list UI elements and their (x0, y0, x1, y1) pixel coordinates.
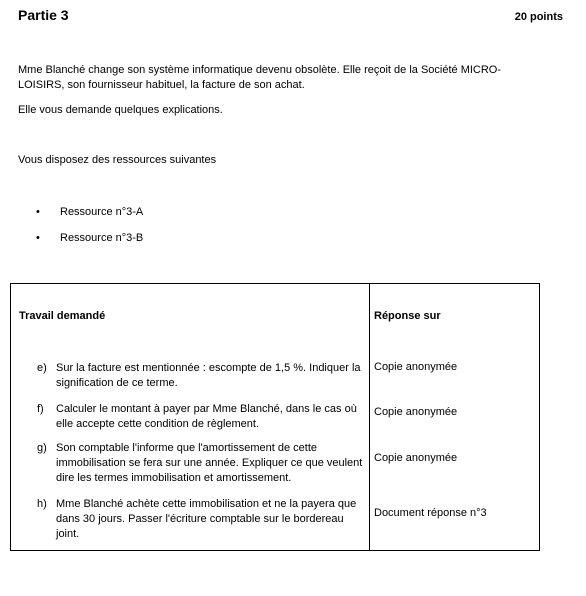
header-travail-demande: Travail demandé (19, 310, 106, 322)
task-letter: g) (37, 442, 47, 454)
header-reponse-sur: Réponse sur (374, 310, 441, 322)
answer-cell: Document réponse n°3 (374, 507, 487, 519)
task-text: Calculer le montant à payer par Mme Blanché, dans le cas où elle accepte cette condition de règlement. (56, 403, 357, 430)
page-header (18, 7, 563, 27)
resource-label: Ressource n°3-A (60, 206, 144, 218)
points-label: 20 points (514, 11, 563, 23)
task-letter: h) (37, 498, 47, 510)
task-letter: e) (37, 362, 47, 374)
bullet-icon: • (36, 232, 40, 244)
column-divider (369, 284, 370, 550)
answer-cell: Copie anonymée (374, 406, 458, 418)
tasks-table (10, 283, 540, 551)
section-title: Partie 3 (18, 7, 69, 23)
answer-cell: Copie anonymée (374, 361, 458, 373)
answer-cell: Copie anonymée (374, 452, 458, 464)
task-text: Mme Blanché achète cette immobilisation et ne la payera que dans 30 jours. Passer l'écriture comptable sur le bordereau joint. (56, 498, 357, 540)
resource-label: Ressource n°3-B (60, 232, 144, 244)
bullet-icon: • (36, 206, 40, 218)
resources-intro: Vous disposez des ressources suivantes (18, 154, 217, 166)
intro-paragraph: Mme Blanché change son système informatique devenu obsolète. Elle reçoit de la Société MICRO-LOISIRS, son fournisseur habituel, la facture de son achat. (18, 64, 502, 91)
task-text: Son comptable l'informe que l'amortissement de cette immobilisation se fera sur une année. Expliquer ce que veulent dire les termes immobilisation et amortissement. (56, 442, 363, 484)
task-text: Sur la facture est mentionnée : escompte de 1,5 %. Indiquer la signification de ce terme. (56, 362, 361, 389)
task-letter: f) (37, 403, 44, 415)
request-paragraph: Elle vous demande quelques explications. (18, 104, 223, 116)
